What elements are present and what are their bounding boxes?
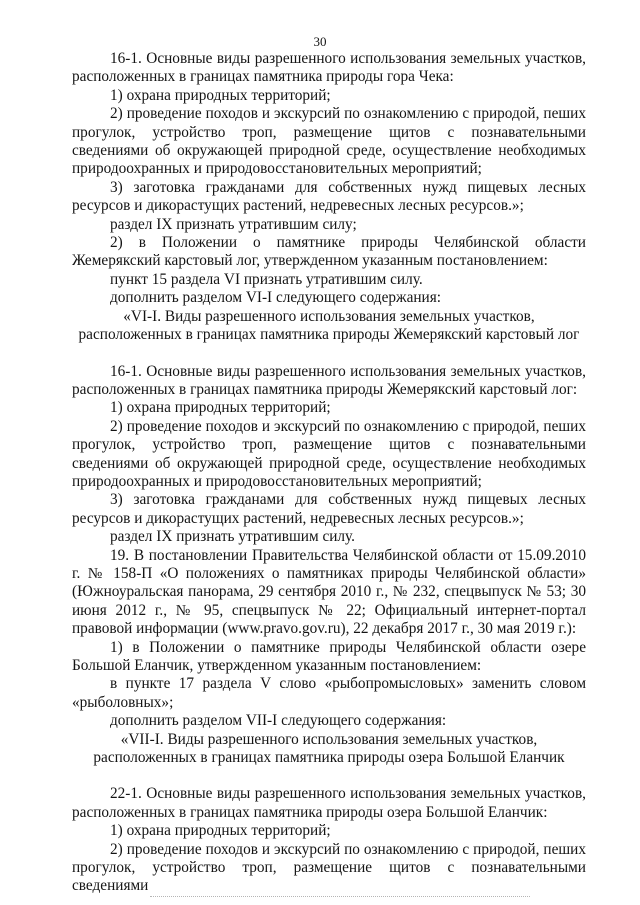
elanchik-amendment-paragraph: 1) в Положении о памятнике природы Челябинской области озере Большой Еланчик, утвержденном указанным постановлением: — [72, 638, 586, 674]
cheka-heading-paragraph: 16-1. Основные виды разрешенного использования земельных участков, расположенных в границах памятника природы гора Чека: — [72, 50, 586, 86]
cheka-repeal-paragraph: раздел IX признать утратившим силу; — [110, 215, 357, 233]
elanchik-point-17-paragraph: в пункте 17 раздела V слово «рыбопромысловых» заменить словом «рыболовных»; — [72, 675, 586, 711]
zhemeryak-section-title-line-1: «VI-I. Виды разрешенного использования земельных участков, — [123, 307, 535, 325]
zhemeryak-item-1: 1) охрана природных территорий; — [110, 399, 331, 417]
zhemeryak-point-15-paragraph: пункт 15 раздела VI признать утратившим силу. — [110, 270, 423, 288]
cheka-item-1: 1) охрана природных территорий; — [110, 86, 331, 104]
section-spacer — [72, 345, 586, 363]
elanchik-section-title-line-1: «VII-I. Виды разрешенного использования земельных участков, — [120, 730, 538, 748]
zhemeryak-section-title-line-2: расположенных в границах памятника природы Жемерякский карстовый лог — [78, 326, 580, 344]
elanchik-item-2: 2) проведение походов и экскурсий по ознакомлению с природой, пеших прогулок, устройство троп, размещение щитов с познавательными сведениями — [72, 840, 586, 895]
elanchik-heading-paragraph: 22-1. Основные виды разрешенного использования земельных участков, расположенных в границах памятника природы озера Большой Еланчик: — [72, 785, 586, 821]
cheka-item-3: 3) заготовка гражданами для собственных нужд пищевых лесных ресурсов и дикорастущих растений, недревесных лесных ресурсов.»; — [72, 178, 586, 215]
elanchik-section-title-line-2: расположенных в границах памятника природы озера Большой Еланчик — [93, 749, 565, 767]
page-number: 30 — [313, 34, 327, 49]
zhemeryak-repeal-paragraph: раздел IX признать утратившим силу. — [110, 528, 356, 546]
zhemeryak-item-2: 2) проведение походов и экскурсий по ознакомлению с природой, пеших прогулок, устройство троп, размещение щитов с познавательными сведениями об окружающей природной среде, осуществление необходимых природоохранных и природовосстановительных мероприятий; — [72, 417, 586, 490]
elanchik-supplement-paragraph: дополнить разделом VII-I следующего содержания: — [110, 712, 447, 730]
scan-bottom-edge-line — [150, 896, 530, 897]
section-spacer — [72, 767, 586, 785]
cheka-item-2: 2) проведение походов и экскурсий по ознакомлению с природой, пеших прогулок, устройство троп, размещение щитов с познавательными сведениями об окружающей природной среде, осуществление необходимых природоохранных и природовосстановительных мероприятий; — [72, 105, 586, 178]
zhemeryak-heading-paragraph: 16-1. Основные виды разрешенного использования земельных участков, расположенных в границах памятника природы Жемерякский карстовый лог: — [72, 362, 586, 398]
zhemeryak-item-3: 3) заготовка гражданами для собственных нужд пищевых лесных ресурсов и дикорастущих растений, недревесных лесных ресурсов.»; — [72, 491, 586, 527]
elanchik-item-1: 1) охрана природных территорий; — [110, 822, 331, 840]
zhemeryak-amendment-paragraph: 2) в Положении о памятнике природы Челябинской области Жемерякский карстовый лог, утвержденном указанным постановлением: — [72, 234, 586, 270]
point-19-paragraph: 19. В постановлении Правительства Челябинской области от 15.09.2010 г. № 158-П «О положениях о памятниках природы Челябинской области» (Южноуральская панорама, 29 сентября 2010 г., № 232, спецвыпуск № 53; 30 июня 2012 г., № 95, спецвыпуск № 22; Официальный интернет-портал правовой информации (www.pravo.gov.ru), 22 декабря 2017 г., 30 мая 2019 г.): — [72, 546, 586, 638]
document-body — [72, 50, 586, 896]
zhemeryak-supplement-paragraph: дополнить разделом VI-I следующего содержания: — [110, 289, 442, 307]
